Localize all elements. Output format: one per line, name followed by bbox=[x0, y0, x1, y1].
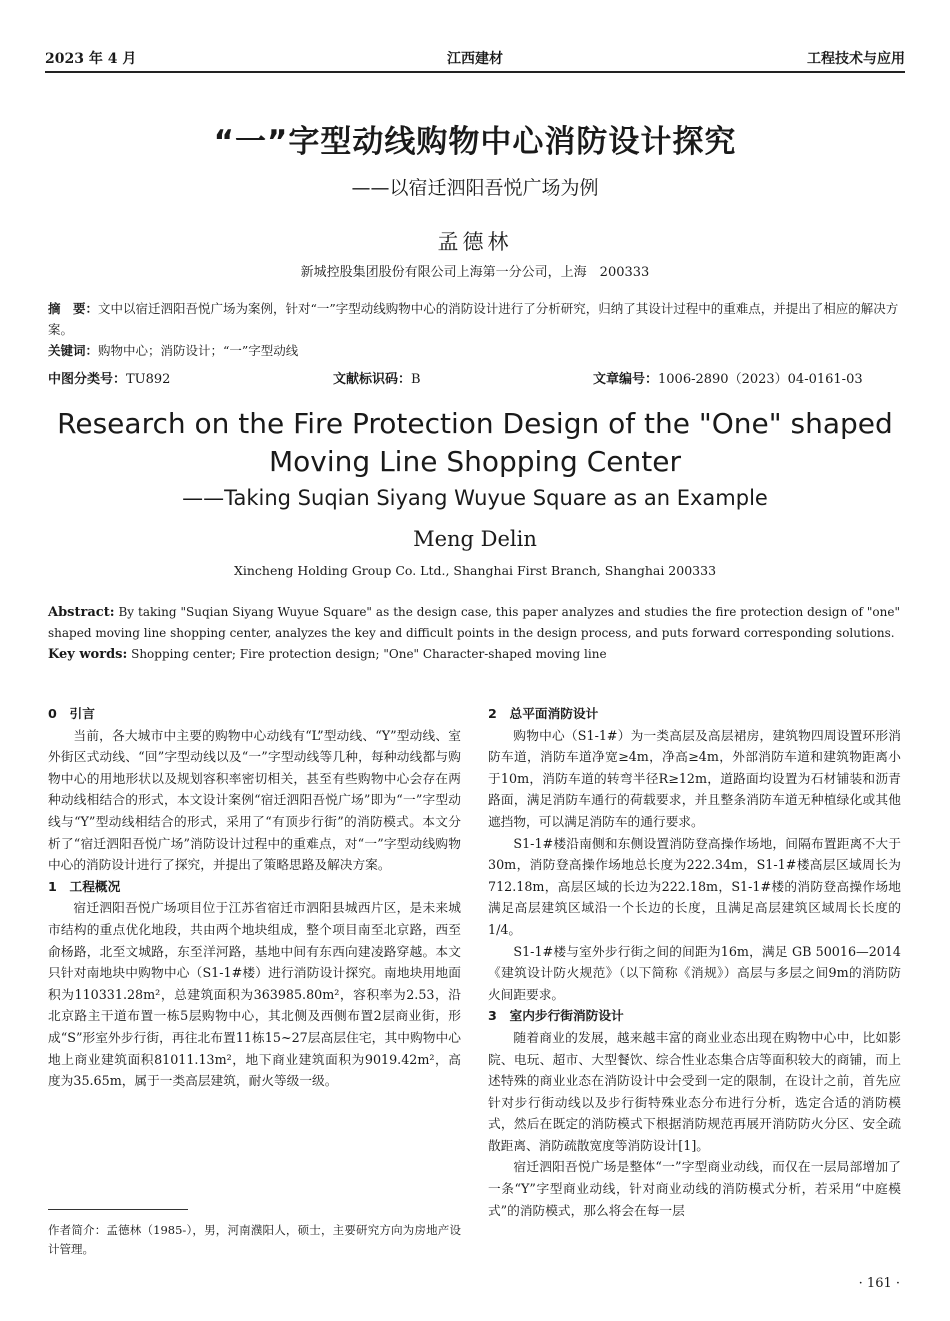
paragraph-introduction: 当前，各大城市中主要的购物中心动线有“L”型动线、“Y”型动线、室外街区式动线、“回”字型动线以及“一”字型动线等几种，每种动线都与购物中心的用地形状以及规划容积率密切相关，甚至有些购物中心会存在两种动线相结合的形式，本文设计案例“宿迁泗阳吾悦广场”即为“一”字型动线与“Y”型动线相结合的形式，采用了“有顶步行街”的消防模式。本文分析了“宿迁泗阳吾悦广场”消防设计过程中的重难点，对“一”字型动线购物中心的消防设计进行了探究，并提出了策略思路及解决方案。 bbox=[48, 727, 461, 873]
author-footnote: 作者简介：孟德林（1985-），男，河南濮阳人，硕士，主要研究方向为房地产设计管理。 bbox=[48, 1223, 461, 1256]
header-journal: 江西建材 bbox=[447, 51, 503, 67]
article-number bbox=[593, 368, 863, 387]
abstract-cn-para bbox=[48, 298, 900, 340]
author-affiliation: 新城控股集团股份有限公司上海第一分公司，上海 200333 bbox=[300, 265, 650, 280]
paragraph-project-overview: 宿迁泗阳吾悦广场项目位于江苏省宿迁市泗阳县城西片区，是未来城市结构的重点优化地段，共由两个地块组成，整个项目南至北京路，西至俞杨路，北至文城路，东至洋河路，基地中间有东西向建凌路穿越。本文只针对南地块中购物中心（S1-1#楼）进行消防设计探究。南地块用地面积为110331.28m²，总建筑面积为363985.80m²，容积率为2.53，沿北京路主干道布置一栋5层购物中心，其北侧及西侧布置2层商业街，形成“S”形室外步行街，再往北布置11栋15~27层高层住宅，其中购物中心地上商业建筑面积81011.13m²，地下商业建筑面积为9019.42m²，高度为35.65m，属于一类高层建筑，耐火等级一级。 bbox=[48, 900, 461, 1089]
section-heading-0: 0 引言 bbox=[48, 706, 95, 721]
paragraph-site-plan-1: 购物中心（S1-1#）为一类高层及高层裙房，建筑物四周设置环形消防车道，消防车道净宽≥4m，净高≥4m，外部消防车道和建筑物距离小于10m，消防车道的转弯半径R≥12m，道路面均设置为石材铺装和沥青路面，满足消防车通行的荷载要求，并且整条消防车道无种植绿化或其他遮挡物，可以满足消防车的通行要求。 bbox=[488, 727, 901, 829]
english-keywords-para bbox=[48, 644, 900, 665]
section-heading-3: 3 室内步行街消防设计 bbox=[488, 1008, 624, 1024]
abstract-cn bbox=[48, 298, 900, 361]
doc-label: 文献标识码： bbox=[333, 372, 412, 387]
abstract-cn-text: 文中以宿迁泗阳吾悦广场为案例，针对“一”字型动线购物中心的消防设计进行了分析研究，归纳了其设计过程中的重难点，并提出了相应的解决方案。 bbox=[48, 301, 899, 337]
paragraph-pedestrian-street-1: 随着商业的发展，越来越丰富的商业业态出现在购物中心中，比如影院、电玩、超市、大型餐饮、综合性业态集合店等面积较大的商铺，而上述特殊的商业业态在消防设计中会受到一定的限制，在设计之前，首先应针对步行街动线以及步行街特殊业态分布进行分析，选定合适的消防模式，然后在既定的消防模式下根据消防规范再展开消防防火分区、安全疏散距离、消防疏散宽度等消防设计[1]。 bbox=[488, 1029, 901, 1153]
right-column bbox=[488, 703, 901, 1221]
abstract-cn-label: 摘 要： bbox=[48, 301, 99, 316]
clc-value: TU892 bbox=[126, 372, 171, 387]
doc-code bbox=[333, 368, 421, 387]
english-keywords-text: Shopping center; Fire protection design; "One" Character-shaped moving line bbox=[127, 647, 607, 661]
paragraph-site-plan-2: S1-1#楼沿南侧和东侧设置消防登高操作场地，间隔布置距离不大于30m，消防登高操作场地总长度为222.34m，S1-1#楼高层区域周长为712.18m，高层区域的长边为222.18m，S1-1#楼的消防登高操作场地满足高层建筑区域沿一个长边的长度，且满足高层建筑区域周长长度的1/4。 bbox=[488, 835, 901, 937]
section-heading-1: 1 工程概况 bbox=[48, 878, 121, 894]
art-label: 文章编号： bbox=[593, 372, 659, 387]
keywords-cn-text: 购物中心；消防设计；“一”字型动线 bbox=[98, 343, 299, 358]
keywords-cn-para bbox=[48, 340, 900, 361]
page-number: · 161 · bbox=[858, 1276, 900, 1291]
paragraph-pedestrian-street-2: 宿迁泗阳吾悦广场是整体“一”字型商业动线，而仅在一层局部增加了一条“Y”字型商业动线，针对商业动线的消防模式分析，若采用“中庭模式”的消防模式，那么将会在每一层 bbox=[488, 1159, 901, 1218]
paragraph-site-plan-3: S1-1#楼与室外步行街之间的间距为16m，满足 GB 50016—2014《建筑设计防火规范》（以下简称《消规》）高层与多层之间9m的消防防火间距要求。 bbox=[488, 943, 901, 1002]
running-header bbox=[45, 44, 905, 70]
paper-subtitle: ——以宿迁泗阳吾悦广场为例 bbox=[351, 177, 599, 199]
english-title: Research on the Fire Protection Design of the "One" shaped Moving Line Shopping Center bbox=[57, 407, 893, 478]
left-column bbox=[48, 703, 461, 1092]
english-abstract-text: By taking "Suqian Siyang Wuyue Square" as the design case, this paper analyzes and studies the fire protection design of "one" shaped moving line shopping center, analyzes the key and difficult points in the design process, and puts forward corresponding solutions. bbox=[48, 605, 900, 640]
english-affiliation: Xincheng Holding Group Co. Ltd., Shanghai First Branch, Shanghai 200333 bbox=[233, 563, 717, 578]
art-value: 1006-2890（2023）04-0161-03 bbox=[658, 372, 863, 387]
author-name: 孟德林 bbox=[437, 230, 513, 254]
english-abstract bbox=[48, 602, 900, 665]
clc-label: 中图分类号： bbox=[48, 372, 127, 387]
header-date: 2023 年 4 月 bbox=[45, 51, 137, 67]
keywords-cn-label: 关键词： bbox=[48, 343, 99, 358]
english-abstract-label: Abstract: bbox=[48, 605, 115, 620]
doc-value: B bbox=[411, 372, 421, 387]
english-abstract-para bbox=[48, 602, 900, 644]
classification-line bbox=[48, 368, 900, 388]
english-subtitle: ——Taking Suqian Siyang Wuyue Square as an Example bbox=[182, 486, 768, 510]
paper-title: “一”字型动线购物中心消防设计探究 bbox=[213, 124, 737, 160]
english-author: Meng Delin bbox=[413, 527, 537, 551]
clc-number bbox=[48, 368, 170, 387]
header-rule bbox=[45, 71, 905, 73]
footnote-rule bbox=[48, 1209, 188, 1210]
english-keywords-label: Key words: bbox=[48, 647, 128, 662]
section-heading-2: 2 总平面消防设计 bbox=[488, 706, 599, 721]
header-section: 工程技术与应用 bbox=[807, 51, 905, 67]
